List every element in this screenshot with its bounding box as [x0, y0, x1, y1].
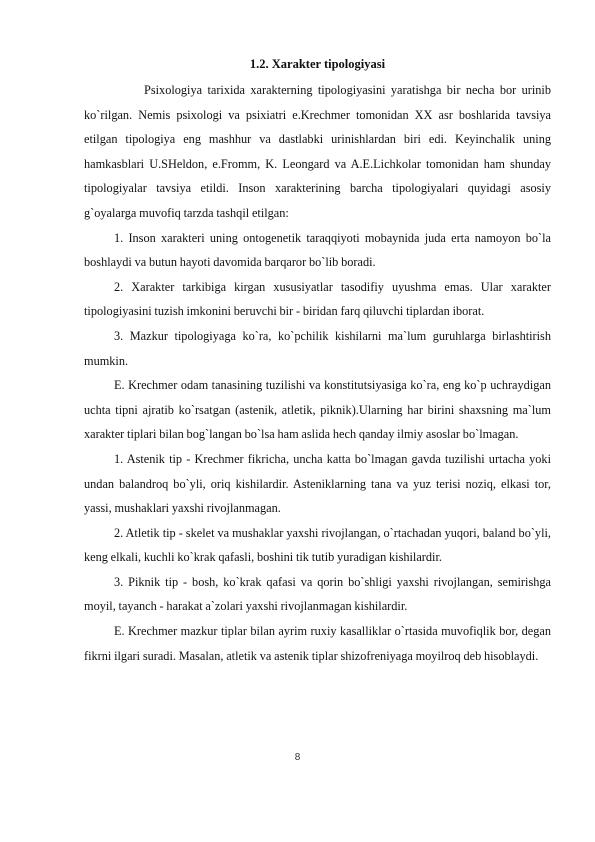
document-page	[84, 55, 551, 668]
paragraph-idea-3: 3. Mazkur tipologiyaga ko`ra, ko`pchilik kishilarni ma`lum guruhlarga birlashtirish mumkin.	[84, 328, 551, 368]
paragraph-idea-2: 2. Xarakter tarkibiga kirgan xususiyatlar tasodifiy uyushma emas. Ular xarakter tipologiyasini tuzish imkonini beruvchi bir - biridan farq qiluvchi tiplardan iborat.	[84, 279, 551, 319]
paragraph-piknik: 3. Piknik tip - bosh, ko`krak qafasi va qorin bo`shligi yaxshi rivojlangan, semirishga moyil, tayanch - harakat a`zolari yaxshi rivojlanmagan kishilardir.	[84, 574, 551, 614]
paragraph-astenik: 1. Astenik tip - Krechmer fikricha, uncha katta bo`lmagan gavda tuzilishi urtacha yoki undan balandroq bo`yli, oriq kishilardir. Asteniklarning tana va yuz terisi noziq, elkasi tor, yassi, mushaklari yaxshi rivojlanmagan.	[84, 451, 551, 516]
paragraph-conclusion: E. Krechmer mazkur tiplar bilan ayrim ruxiy kasalliklar o`rtasida muvofiqlik bor, degan fikrni ilgari suradi. Masalan, atletik va astenik tiplar shizofreniyaga moyilroq deb hisoblaydi.	[84, 624, 551, 663]
paragraph-intro: Psixologiya tarixida xarakterning tipologiyasini yaratishga bir necha bor urinib ko`rilgan. Nemis psixologi va psixiatri e.Krechmer tomonidan XX asr boshlarida tavsiya etilgan tipologiya eng mashhur va dastlabki urinishlardan biri edi. Keyinchalik uning hamkasblari U.SHeldon, e.Fromm, K. Leongard va A.E.Lichkolar tomonidan ham shunday tipologiyalar tavsiya etildi. Inson xarakterining barcha tipologiyalari quyidagi asosiy g`oyalarga muvofiq tarzda tashqil etilgan:	[84, 83, 551, 220]
paragraph-idea-1: 1. Inson xarakteri uning ontogenetik taraqqiyoti mobaynida juda erta namoyon bo`la boshlaydi va butun hayoti davomida barqaror bo`lib boradi.	[84, 230, 551, 270]
paragraph-atletik: 2. Atletik tip - skelet va mushaklar yaxshi rivojlangan, o`rtachadan yuqori, baland bo`yli, keng elkali, kuchli ko`krak qafasli, boshini tik tutib yuradigan kishilardir.	[84, 525, 551, 565]
paragraph-krechmer-types: E. Krechmer odam tanasining tuzilishi va konstitutsiyasiga ko`ra, eng ko`p uchraydigan uchta tipni ajratib ko`rsatgan (astenik, atletik, piknik).Ularning har birini shaxsning ma`lum xarakter tiplari bilan bog`langan bo`lsa ham aslida hech qanday ilmiy asoslar bo`lmagan.	[84, 378, 551, 442]
page-number: 8	[294, 752, 301, 763]
section-title: 1.2. Xarakter tipologiyasi	[249, 57, 386, 71]
